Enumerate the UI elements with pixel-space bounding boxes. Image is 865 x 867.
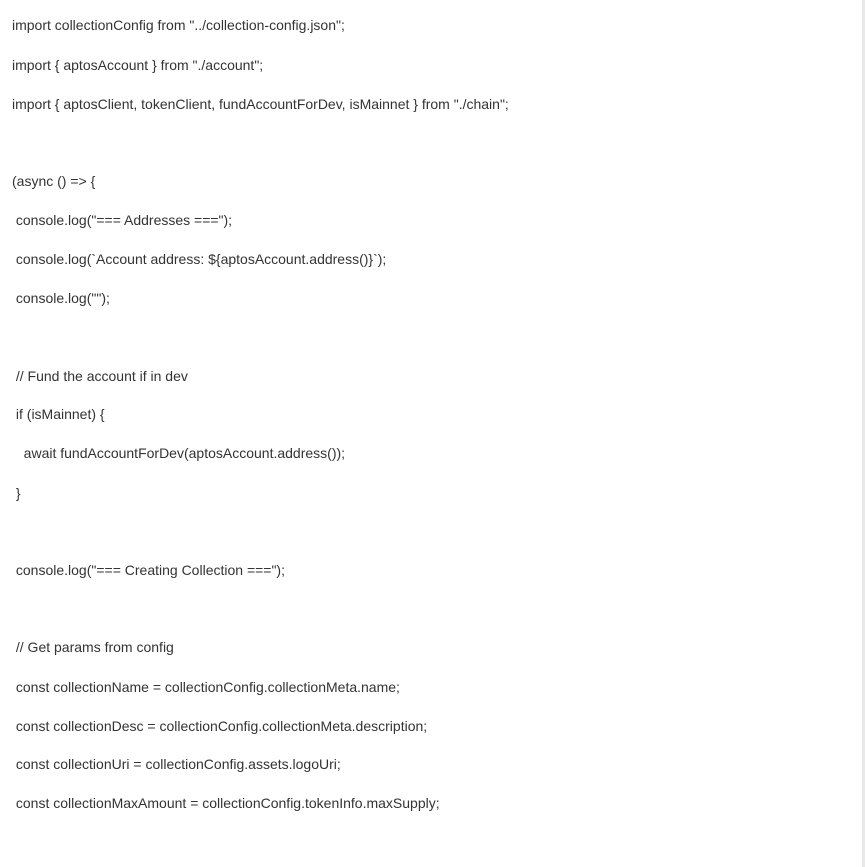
- code-line-8: console.log("");: [12, 290, 110, 306]
- code-line-11: if (isMainnet) {: [12, 406, 105, 422]
- code-line-21: const collectionMaxAmount = collectionConfig.tokenInfo.maxSupply;: [12, 795, 440, 811]
- code-line-13: }: [12, 485, 21, 501]
- code-line-17: // Get params from config: [12, 639, 174, 655]
- code-line-1: import collectionConfig from "../collection-config.json";: [12, 17, 345, 33]
- code-line-19: const collectionDesc = collectionConfig.collectionMeta.description;: [12, 718, 428, 734]
- code-line-7: console.log(`Account address: ${aptosAccount.address()}`);: [12, 251, 387, 267]
- code-line-2: import { aptosAccount } from "./account";: [12, 57, 264, 73]
- code-line-10: // Fund the account if in dev: [12, 368, 188, 384]
- code-line-6: console.log("=== Addresses ===");: [12, 212, 233, 228]
- code-line-20: const collectionUri = collectionConfig.assets.logoUri;: [12, 756, 341, 772]
- code-line-5: (async () => {: [12, 173, 96, 189]
- code-line-15: console.log("=== Creating Collection ===");: [12, 562, 285, 578]
- code-line-12: await fundAccountForDev(aptosAccount.address());: [12, 445, 346, 461]
- code-line-3: import { aptosClient, tokenClient, fundAccountForDev, isMainnet } from "./chain";: [12, 96, 509, 112]
- code-line-18: const collectionName = collectionConfig.collectionMeta.name;: [12, 679, 400, 695]
